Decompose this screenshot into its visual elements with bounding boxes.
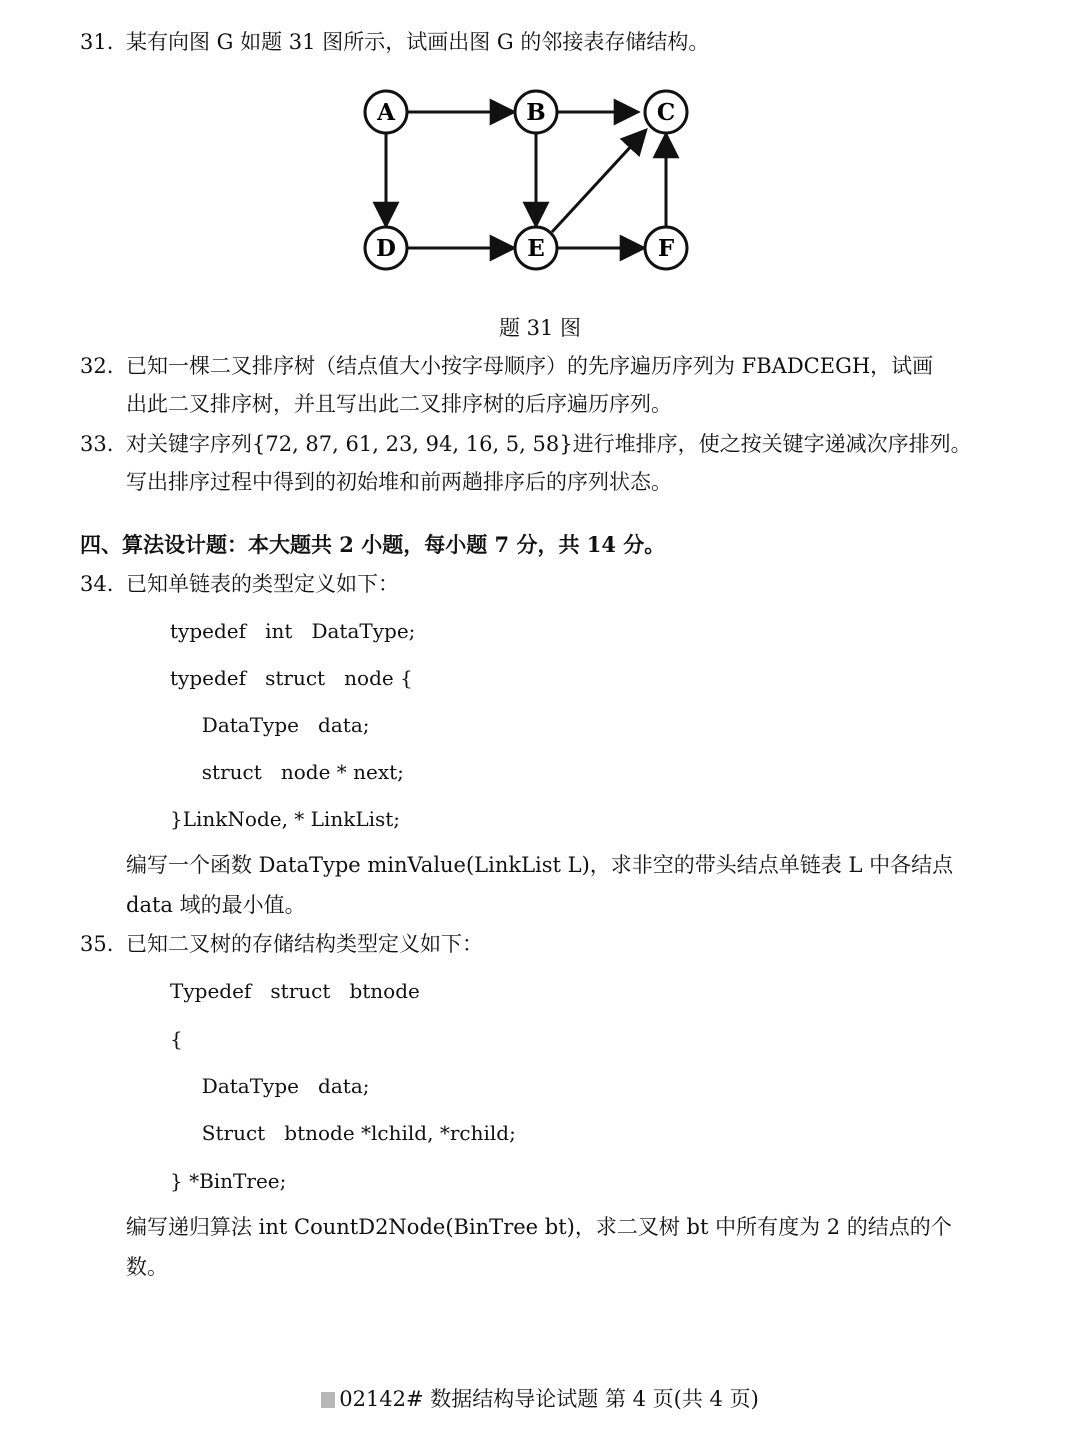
node-a (365, 91, 407, 133)
question-number: 34. (80, 572, 114, 596)
question-text: 对关键字序列{72, 87, 61, 23, 94, 16, 5, 58}进行堆排序，使之按关键字递减次序排列。 (126, 432, 972, 456)
svg-text:C: C (656, 99, 676, 126)
code-line: { (170, 1027, 183, 1051)
code-line: Struct btnode *lchild, *rchild; (170, 1121, 516, 1145)
footer-text: 02142# 数据结构导论试题 第 4 页(共 4 页) (339, 1387, 759, 1411)
question-number: 35. (80, 932, 114, 956)
section-heading: 四、算法设计题：本大题共 2 小题，每小题 7 分，共 14 分。 (80, 532, 666, 557)
code-line: struct node * next; (170, 760, 404, 784)
question-35-task-line-2: 数。 (126, 1255, 168, 1279)
question-34-task-line-1: 编写一个函数 DataType minValue(LinkList L)，求非空的带头结点单链表 L 中各结点 (126, 853, 954, 877)
question-text: 已知单链表的类型定义如下： (126, 572, 399, 596)
code-line: DataType data; (170, 1074, 370, 1098)
question-32-line-2: 出此二叉排序树，并且写出此二叉排序树的后序遍历序列。 (126, 392, 672, 416)
code-line: Typedef struct btnode (170, 979, 420, 1003)
scan-mark-icon (321, 1392, 335, 1408)
code-line: DataType data; (170, 713, 370, 737)
svg-text:B: B (526, 99, 546, 126)
question-33-line-2: 写出排序过程中得到的初始堆和前两趟排序后的序列状态。 (126, 470, 672, 494)
node-f (645, 227, 687, 269)
svg-text:E: E (527, 235, 545, 262)
page-footer (0, 1383, 1080, 1413)
question-35-task-line-1: 编写递归算法 int CountD2Node(BinTree bt)，求二叉树 bt 中所有度为 2 的结点的个 (126, 1215, 952, 1239)
directed-graph-figure (356, 82, 696, 282)
question-text: 已知一棵二叉排序树（结点值大小按字母顺序）的先序遍历序列为 FBADCEGH，试画 (126, 354, 934, 378)
node-c (645, 91, 687, 133)
figure-caption: 题 31 图 (498, 316, 582, 340)
svg-text:D: D (376, 235, 396, 262)
node-b (515, 91, 557, 133)
question-34-task-line-2: data 域的最小值。 (126, 893, 306, 917)
question-32-line-1 (80, 352, 933, 380)
question-34-intro (80, 570, 399, 598)
svg-text:F: F (657, 235, 675, 262)
question-number: 32. (80, 354, 114, 378)
svg-text:A: A (377, 99, 395, 126)
question-text: 已知二叉树的存储结构类型定义如下： (126, 932, 483, 956)
question-31 (80, 28, 709, 56)
question-text: 某有向图 G 如题 31 图所示，试画出图 G 的邻接表存储结构。 (126, 30, 710, 54)
question-35-intro (80, 930, 483, 958)
code-line: }LinkNode, * LinkList; (170, 807, 401, 831)
node-d (365, 227, 407, 269)
question-number: 33. (80, 432, 114, 456)
code-line: typedef struct node { (170, 666, 413, 690)
question-33-line-1 (80, 430, 972, 458)
code-line: } *BinTree; (170, 1169, 287, 1193)
code-line: typedef int DataType; (170, 619, 416, 643)
question-number: 31. (80, 30, 114, 54)
node-e (515, 227, 557, 269)
edge-e-c (552, 130, 646, 232)
